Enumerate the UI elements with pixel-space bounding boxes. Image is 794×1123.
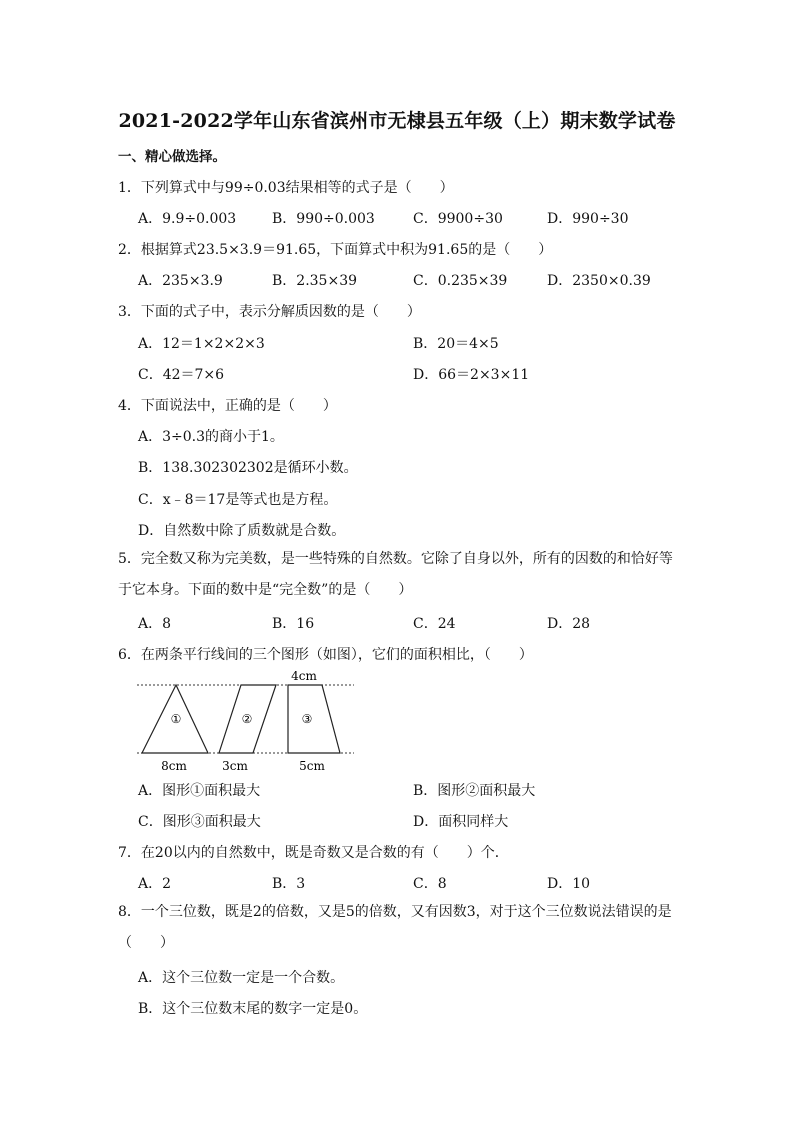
question-1-stem: 1．下列算式中与99÷0.03结果相等的式子是（ ） bbox=[118, 180, 454, 196]
question-8-option-a[interactable]: A．这个三位数一定是一个合数。 bbox=[138, 970, 345, 986]
question-3-option-d[interactable]: D．66＝2×3×11 bbox=[413, 367, 530, 383]
question-5-option-c[interactable]: C．24 bbox=[413, 616, 456, 632]
question-6-option-d[interactable]: D．面积同样大 bbox=[413, 814, 509, 830]
question-6-stem: 6．在两条平行线间的三个图形（如图），它们的面积相比，（ ） bbox=[118, 647, 533, 663]
question-2-stem: 2．根据算式23.5×3.9＝91.65，下面算式中积为91.65的是（ ） bbox=[118, 242, 553, 258]
question-2-option-d[interactable]: D．2350×0.39 bbox=[547, 273, 651, 289]
question-8-stem: 8．一个三位数，既是2的倍数，又是5的倍数，又有因数3，对于这个三位数说法错误的是（ ） bbox=[118, 904, 672, 951]
question-7-stem: 7．在20以内的自然数中，既是奇数又是合数的有（ ）个． bbox=[118, 845, 509, 861]
question-1-option-c[interactable]: C．9900÷30 bbox=[413, 211, 503, 227]
question-5-option-b[interactable]: B．16 bbox=[272, 616, 315, 632]
section-heading: 一、精心做选择。 bbox=[118, 149, 226, 165]
question-7-option-a[interactable]: A．2 bbox=[138, 876, 172, 892]
page-title: 2021-2022学年山东省滨州市无棣县五年级（上）期末数学试卷 bbox=[118, 110, 676, 132]
bottom-length-label-2: 3cm bbox=[222, 759, 248, 773]
question-4-option-c[interactable]: C．x﹣8＝17是等式也是方程。 bbox=[138, 492, 338, 508]
question-2-option-c[interactable]: C．0.235×39 bbox=[413, 273, 508, 289]
question-6-option-c[interactable]: C．图形③面积最大 bbox=[138, 814, 261, 830]
question-3-option-b[interactable]: B．20＝4×5 bbox=[413, 336, 499, 352]
question-4-option-d[interactable]: D．自然数中除了质数就是合数。 bbox=[138, 523, 346, 539]
question-5-option-a[interactable]: A．8 bbox=[138, 616, 172, 632]
question-6-option-b[interactable]: B．图形②面积最大 bbox=[413, 783, 536, 799]
question-3-option-a[interactable]: A．12＝1×2×2×3 bbox=[138, 336, 265, 352]
question-4-option-a[interactable]: A．3÷0.3的商小于1。 bbox=[138, 429, 284, 445]
question-3-stem: 3．下面的式子中，表示分解质因数的是（ ） bbox=[118, 304, 421, 320]
bottom-length-label-1: 8cm bbox=[161, 759, 187, 773]
question-2-option-a[interactable]: A．235×3.9 bbox=[138, 273, 223, 289]
bottom-length-label-3: 5cm bbox=[299, 759, 325, 773]
question-5-stem: 5．完全数又称为完美数，是一些特殊的自然数。它除了自身以外，所有的因数的和恰好等于它本身。下面的数中是“完全数”的是（ ） bbox=[118, 551, 673, 598]
question-1-option-a[interactable]: A．9.9÷0.003 bbox=[138, 211, 237, 227]
trapezoid-shape bbox=[288, 685, 340, 753]
question-7-option-c[interactable]: C．8 bbox=[413, 876, 447, 892]
question-7-option-d[interactable]: D．10 bbox=[547, 876, 591, 892]
shape-label-1: ① bbox=[170, 712, 182, 726]
top-length-label: 4cm bbox=[291, 669, 317, 683]
question-1-option-b[interactable]: B．990÷0.003 bbox=[272, 211, 375, 227]
question-6-option-a[interactable]: A．图形①面积最大 bbox=[138, 783, 261, 799]
question-1-option-d[interactable]: D．990÷30 bbox=[547, 211, 629, 227]
question-8-option-b[interactable]: B．这个三位数末尾的数字一定是0。 bbox=[138, 1001, 368, 1017]
shape-label-2: ② bbox=[241, 712, 253, 726]
shape-label-3: ③ bbox=[301, 712, 313, 726]
question-2-option-b[interactable]: B．2.35×39 bbox=[272, 273, 358, 289]
question-4-stem: 4．下面说法中，正确的是（ ） bbox=[118, 398, 337, 414]
question-7-option-b[interactable]: B．3 bbox=[272, 876, 306, 892]
question-3-option-c[interactable]: C．42＝7×6 bbox=[138, 367, 225, 383]
parallel-shapes-figure bbox=[132, 668, 362, 778]
question-5-option-d[interactable]: D．28 bbox=[547, 616, 591, 632]
question-4-option-b[interactable]: B．138.302302302是循环小数。 bbox=[138, 460, 358, 476]
